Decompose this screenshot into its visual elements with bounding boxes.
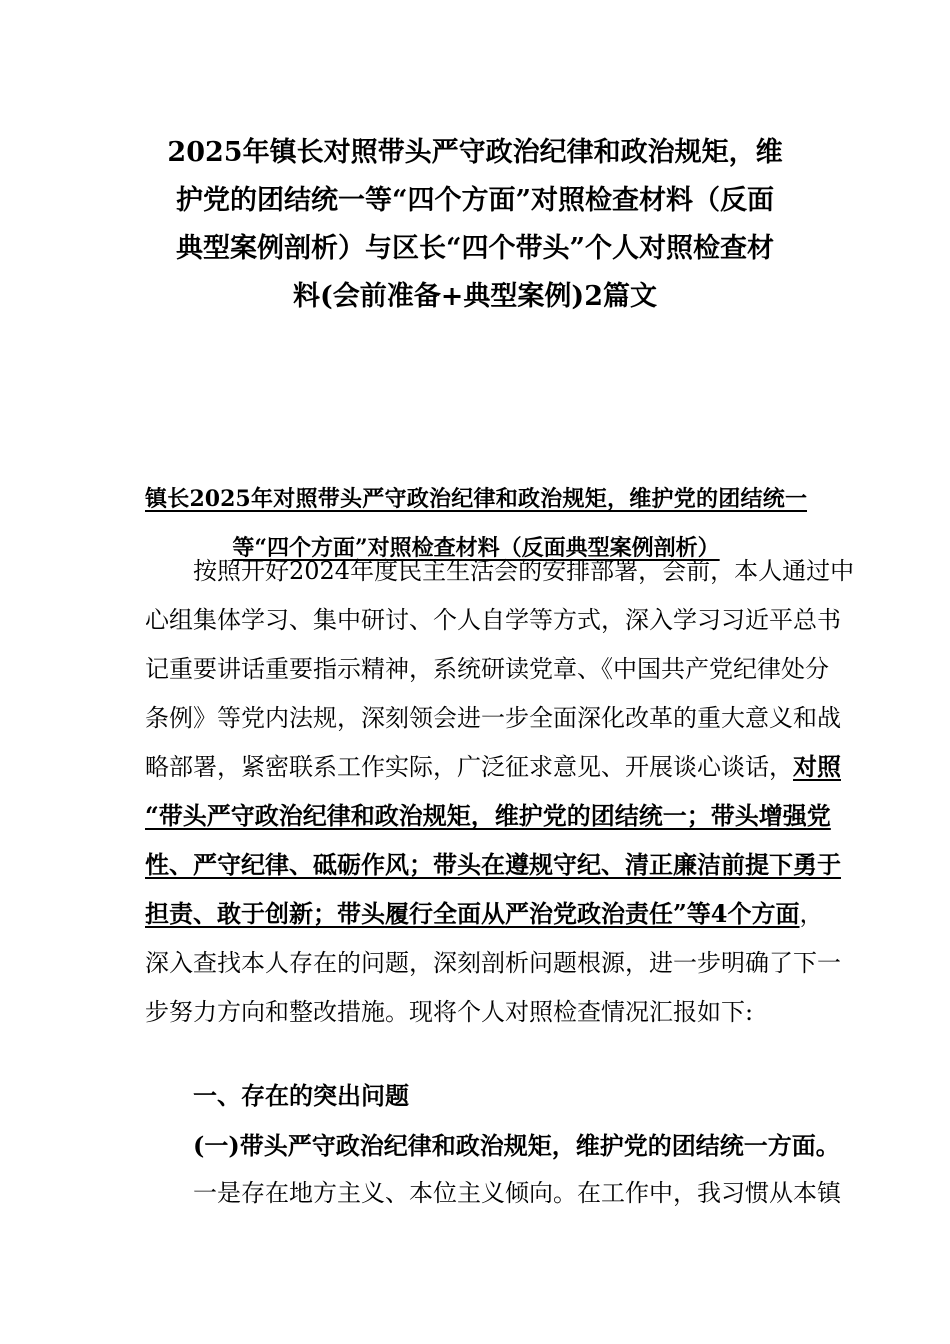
emphasized-text: 性、严守纪律、砥砺作风；带头在遵规守纪、清正廉洁前提下勇于 bbox=[145, 850, 841, 879]
emphasized-text: 担责、敢于创新；带头履行全面从严治党政治责任”等4个方面 bbox=[145, 899, 800, 928]
heading-level-1: 一、存在的突出问题 bbox=[193, 1081, 409, 1110]
body-line: 一是存在地方主义、本位主义倾向。在工作中，我习惯从本镇 bbox=[193, 1179, 841, 1207]
section-heading-line: 等“四个方面”对照检查材料（反面典型案例剖析） bbox=[232, 535, 720, 561]
emphasized-text: “带头严守政治纪律和政治规矩，维护党的团结统一；带头增强党 bbox=[145, 801, 831, 830]
body-text: 步努力方向和整改措施。现将个人对照检查情况汇报如下: bbox=[145, 998, 754, 1026]
body-line bbox=[145, 702, 841, 734]
body-line bbox=[145, 947, 841, 979]
document-title-line: 2025年镇长对照带头严守政治纪律和政治规矩，维 bbox=[167, 137, 783, 168]
document-title-line: 典型案例剖析）与区长“四个带头”个人对照检查材 bbox=[175, 233, 775, 264]
body-line bbox=[145, 849, 841, 881]
body-line bbox=[145, 555, 855, 587]
body-line bbox=[145, 996, 807, 1028]
emphasized-text: 对照 bbox=[793, 752, 841, 781]
heading-level-2: (一)带头严守政治纪律和政治规矩，维护党的团结统一方面。 bbox=[193, 1131, 840, 1160]
document-title-line: 料(会前准备+典型案例)2篇文 bbox=[293, 281, 657, 312]
body-text: 记重要讲话重要指示精神，系统研读党章、《中国共产党纪律处分 bbox=[145, 655, 829, 683]
body-line bbox=[145, 898, 824, 930]
body-line bbox=[145, 604, 841, 636]
body-text: 按照开好2024年度民主生活会的安排部署，会前，本人通过中 bbox=[193, 557, 855, 585]
body-text: 心组集体学习、集中研讨、个人自学等方式，深入学习习近平总书 bbox=[145, 606, 841, 634]
body-text: 略部署，紧密联系工作实际，广泛征求意见、开展谈心谈话， bbox=[145, 753, 793, 781]
body-line bbox=[145, 800, 831, 832]
body-text: 深入查找本人存在的问题，深刻剖析问题根源，进一步明确了下一 bbox=[145, 949, 841, 977]
document-title-line: 护党的团结统一等“四个方面”对照检查材料（反面 bbox=[175, 185, 775, 216]
body-text: ， bbox=[799, 900, 824, 928]
section-heading-line: 镇长2025年对照带头严守政治纪律和政治规矩，维护党的团结统一 bbox=[145, 486, 807, 512]
body-line bbox=[145, 653, 829, 685]
body-line bbox=[145, 751, 841, 783]
body-text: 条例》等党内法规，深刻领会进一步全面深化改革的重大意义和战 bbox=[145, 704, 841, 732]
